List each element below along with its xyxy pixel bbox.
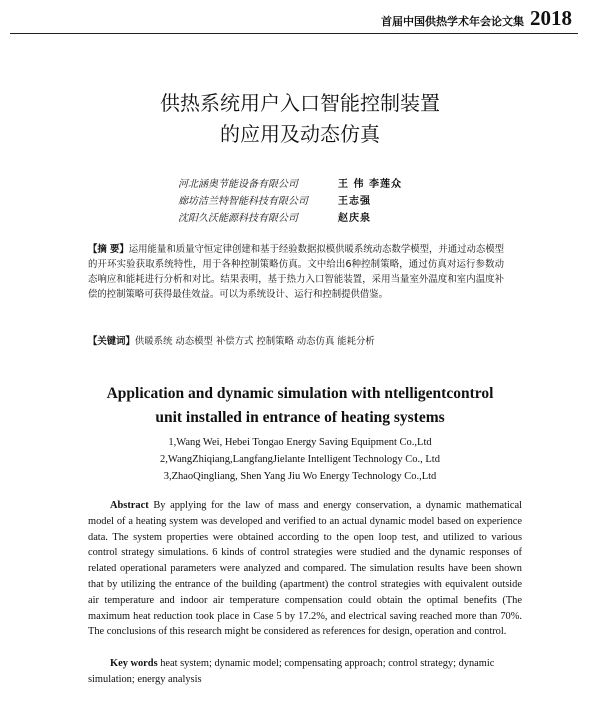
english-author-line: 3,ZhaoQingliang, Shen Yang Jiu Wo Energy Technology Co.,Ltd <box>163 471 437 482</box>
author-org: 沈阳久沃能源科技有限公司 <box>178 213 298 224</box>
proceedings-year: 2018 <box>530 6 572 30</box>
chinese-title-line-1: 供热系统用户入口智能控制装置 <box>160 91 440 115</box>
english-keywords-label: Key words <box>110 658 158 669</box>
english-abstract <box>88 498 522 640</box>
english-title-line-2: unit installed in entrance of heating systems <box>155 409 445 426</box>
proceedings-title: 首届中国供热学术年会论文集 <box>381 15 524 28</box>
author-org: 河北涵奥节能设备有限公司 <box>178 179 298 190</box>
chinese-abstract-text: 运用能量和质量守恒定律创建和基于经验数据拟模供暖系统动态数学模型，并通过动态模型的开环实验获取系统特性，用于各种控制策略仿真。文中给出6种控制策略，通过仿真对运行参数动态响应和能耗进行分析和对比。结果表明，基于热力入口智能装置，采用当量室外温度和室内温度补偿的控制策略可获得最佳效益。可以为系统设计、运行和控制提供借鉴。 <box>88 244 504 300</box>
author-row <box>178 210 402 227</box>
english-authors <box>0 434 600 485</box>
english-author-line: 2,WangZhiqiang,LangfangJielante Intelligent Technology Co., Ltd <box>160 454 440 465</box>
author-org: 廊坊洁兰特智能科技有限公司 <box>178 196 308 207</box>
chinese-authors <box>178 176 402 227</box>
chinese-keywords <box>88 334 504 349</box>
english-title <box>0 382 600 430</box>
chinese-keywords-label: 【关键词】 <box>88 336 135 347</box>
english-author-line: 1,Wang Wei, Hebei Tongao Energy Saving Equipment Co.,Ltd <box>168 437 432 448</box>
running-header <box>381 6 572 31</box>
chinese-title <box>0 88 600 150</box>
author-names: 赵庆泉 <box>338 213 371 224</box>
chinese-abstract <box>88 242 504 302</box>
english-abstract-label: Abstract <box>110 500 149 511</box>
header-rule <box>10 33 578 34</box>
english-keywords-text: heat system; dynamic model; compensating approach; control strategy; dynamic simulation; energy analysis <box>88 658 495 685</box>
chinese-title-line-2: 的应用及动态仿真 <box>220 122 380 146</box>
chinese-abstract-label: 【摘 要】 <box>88 244 129 255</box>
chinese-keywords-text: 供暖系统 动态模型 补偿方式 控制策略 动态仿真 能耗分析 <box>134 336 375 347</box>
author-names: 王志强 <box>338 196 371 207</box>
english-abstract-text: By applying for the law of mass and energy conservation, a dynamic mathematical model of a heating system was developed and verified to an actual dynamic model based on experience data. The system properties were obtained according to the open loop test, and utilized to various control strategy simulations. 6 kinds of control strategies were studied and the dynamic responses of related operational parameters were analyzed and compared. The simulation results have been shown that by utilizing the entrance of the building (apartment) the control strategies with equivalent outside air temperature and indoor air temperature compensation could obtain the optimal benefits (The maximum heat reduction took place in Case 5 by 17.2%, and electrical saving reached more than 70%. The conclusions of this research might be considered as references for design, operation and control. <box>88 500 522 638</box>
author-row <box>178 176 402 193</box>
english-keywords <box>88 656 522 688</box>
english-title-line-1: Application and dynamic simulation with ntelligentcontrol <box>106 385 494 402</box>
author-row <box>178 193 402 210</box>
author-names: 王 伟 李莲众 <box>338 179 402 190</box>
